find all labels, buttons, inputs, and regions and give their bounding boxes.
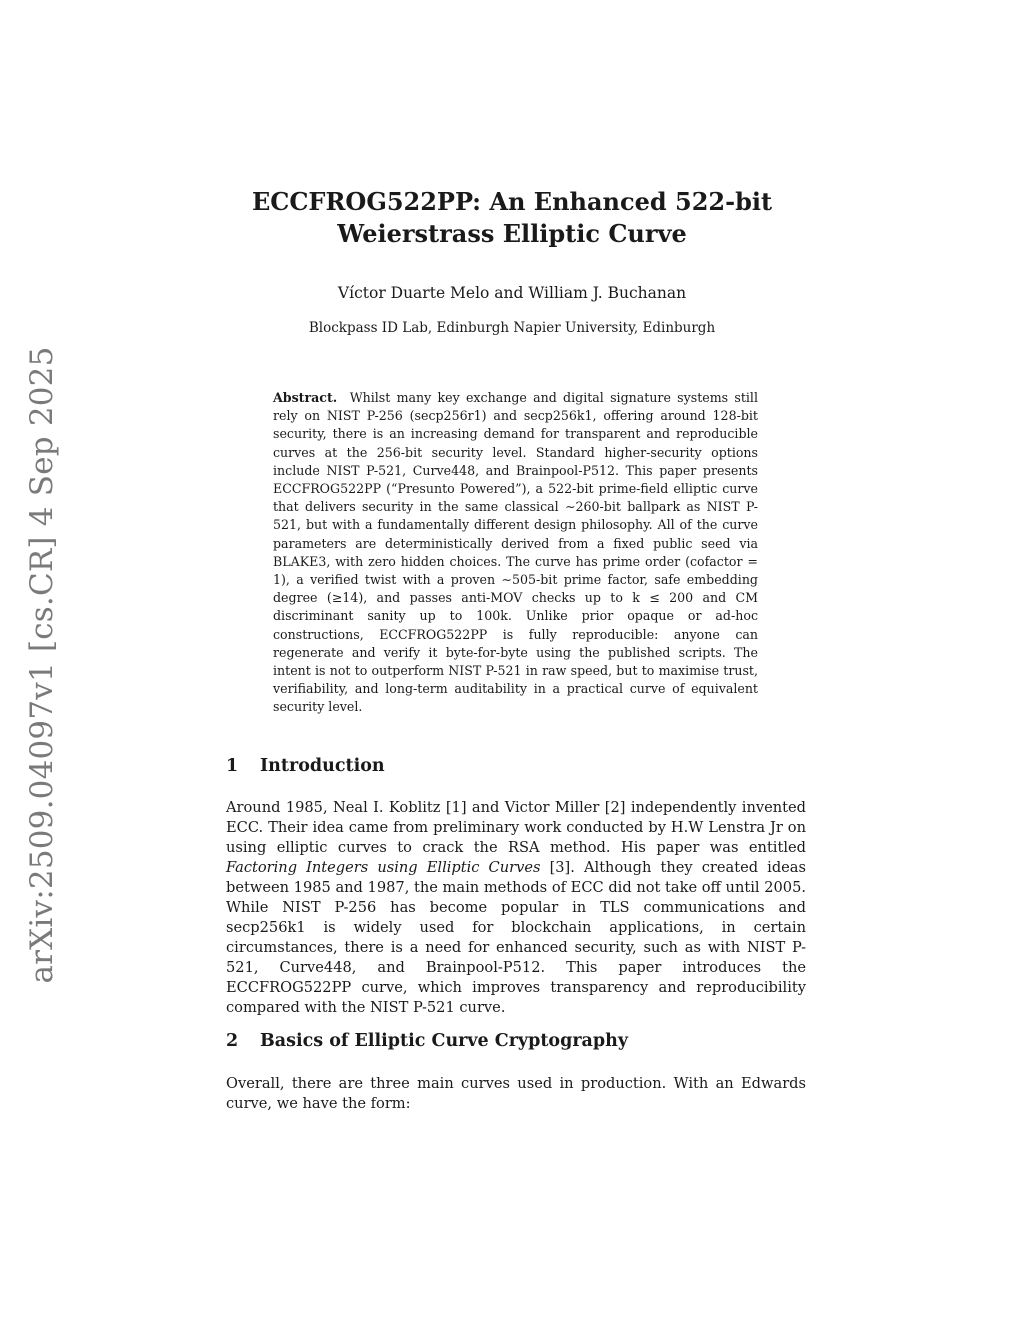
- section-1-title: Introduction: [260, 756, 385, 776]
- affiliation: Blockpass ID Lab, Edinburgh Napier University, Edinburgh: [308, 320, 716, 336]
- section-1-cited-title: Factoring Integers using Elliptic Curves: [226, 859, 541, 876]
- section-1-heading: [226, 756, 385, 776]
- section-2-title: Basics of Elliptic Curve Cryptography: [260, 1031, 629, 1051]
- arxiv-sidebar-stamp: arXiv:2509.04097v1 [cs.CR] 4 Sep 2025: [24, 346, 60, 984]
- abstract: [273, 389, 758, 717]
- abstract-label: Abstract.: [273, 390, 338, 405]
- title-line-2: Weierstrass Elliptic Curve: [337, 219, 687, 248]
- section-2-paragraph: Overall, there are three main curves used in production. With an Edwards curve, we have the form:: [226, 1075, 806, 1112]
- title-line-1: ECCFROG522PP: An Enhanced 522-bit: [251, 187, 773, 216]
- section-1-text-b: [3]. Although they created ideas between 1985 and 1987, the main methods of ECC did not take off until 2005. While NIST P-256 has become popular in TLS communications and secp256k1 is widely used for blockchain applications, in certain circumstances, there is a need for enhanced security, such as with NIST P-521, Curve448, and Brainpool-P512. This paper introduces the ECCFROG522PP curve, which improves transparency and reproducibility compared with the NIST P-521 curve.: [226, 859, 806, 1016]
- section-1-text-a: Around 1985, Neal I. Koblitz [1] and Victor Miller [2] independently invented ECC. Their idea came from preliminary work conducted by H.W Lenstra Jr on using elliptic curves to crack the RSA method. His paper was entitled: [226, 799, 806, 856]
- abstract-text: Whilst many key exchange and digital signature systems still rely on NIST P-256 (secp256r1) and secp256k1, offering around 128-bit security, there is an increasing demand for transparent and reproducible curves at the 256-bit security level. Standard higher-security options include NIST P-521, Curve448, and Brainpool-P512. This paper presents ECCFROG522PP (“Presunto Powered”), a 522-bit prime-field elliptic curve that delivers security in the same classical ∼260-bit ballpark as NIST P-521, but with a fundamentally different design philosophy. All of the curve parameters are deterministically derived from a fixed public seed via BLAKE3, with zero hidden choices. The curve has prime order (cofactor = 1), a verified twist with a proven ∼505-bit prime factor, safe embedding degree (≥14), and passes anti-MOV checks up to k ≤ 200 and CM discriminant sanity up to 100k. Unlike prior opaque or ad-hoc constructions, ECCFROG522PP is fully reproducible: anyone can regenerate and verify it byte-for-byte using the published scripts. The intent is not to outperform NIST P-521 in raw speed, but to maximise trust, verifiability, and long-term auditability in a practical curve of equivalent security level.: [273, 390, 758, 715]
- section-1-number: 1: [226, 756, 239, 776]
- section-2-heading: [226, 1031, 628, 1051]
- authors: Víctor Duarte Melo and William J. Buchanan: [337, 284, 687, 302]
- section-1-paragraph: [226, 798, 806, 1018]
- section-2-number: 2: [226, 1031, 239, 1051]
- paper-title: [0, 186, 1024, 250]
